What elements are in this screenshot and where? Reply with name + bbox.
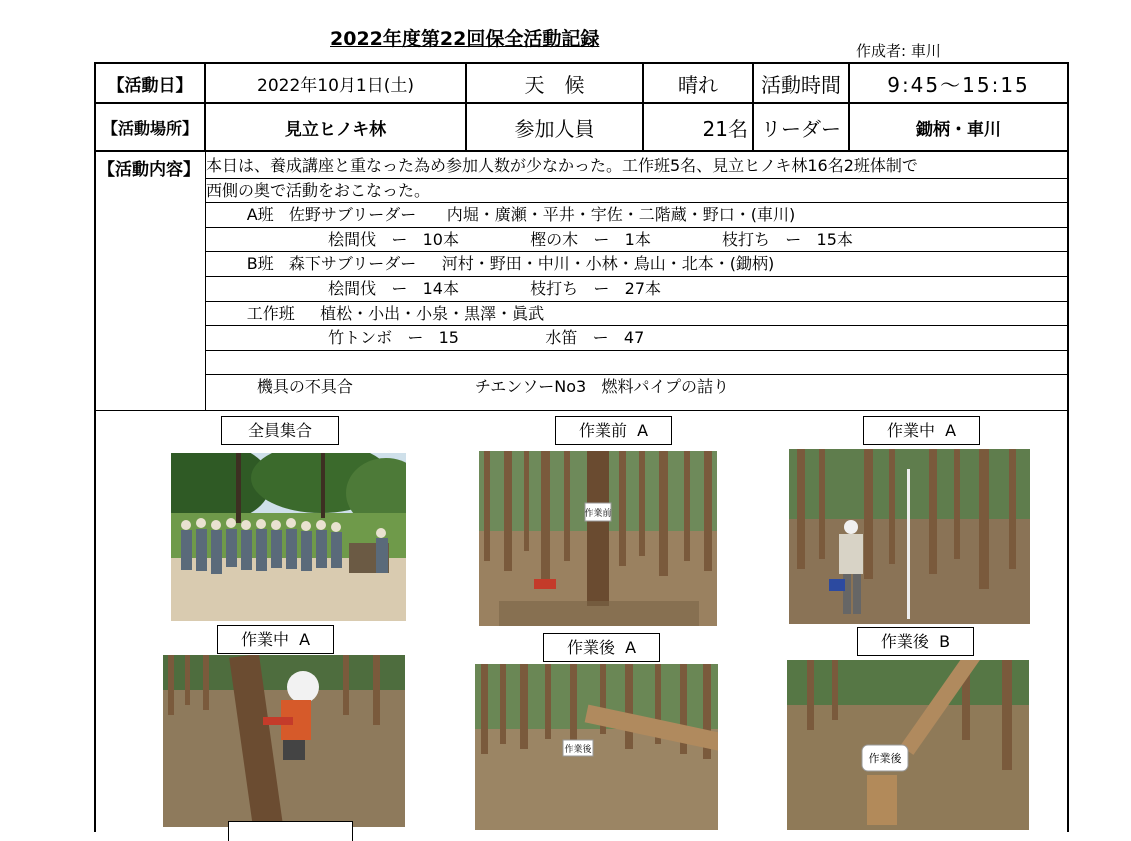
after-a-sign-text: 作業後 [564,745,592,755]
activity-line-7: 工作班 植松・小出・小泉・黒澤・眞武 [206,302,1067,327]
label-participants: 参加人員 [467,104,644,150]
activity-line-10: 機具の不具合 チエンソーNo3 燃料パイプの詰り [206,377,729,397]
weather-value: 晴れ [644,64,754,102]
worker-measuring-photo [789,449,1030,624]
photo-caption-5: 作業後 A [543,633,660,662]
photo-caption-1: 全員集合 [221,416,339,445]
photo-section [96,410,1067,835]
photo-caption-2: 作業前 A [555,416,672,445]
document-title: 2022年度第22回保全活動記録 [330,28,600,50]
worker-sawing-photo [163,655,405,827]
author-line: 作成者: 車川 [856,42,941,60]
label-place: 【活動場所】 [96,104,206,150]
group-photo [171,453,406,621]
next-photo-caption [228,821,353,841]
header-row-place [96,104,1067,152]
after-b-sign-text: 作業後 [868,752,902,765]
forest-after-b-photo [787,660,1029,830]
label-leader: リーダー [754,104,850,150]
before-sign-text: 作業前 [584,509,612,519]
label-activity: 【活動内容】 [96,152,206,410]
participant-count: 21名 [644,104,754,150]
activity-line-4: 桧間伐 ー 10本 樫の木 ー 1本 枝打ち ー 15本 [206,228,1067,253]
activity-line-8: 竹トンボ ー 15 水笛 ー 47 [206,326,1067,351]
forest-before-photo [479,451,717,626]
label-weather: 天 候 [467,64,644,102]
header-row-date [96,64,1067,104]
activity-line-9 [206,351,1067,376]
activity-date: 2022年10月1日(土) [206,64,467,102]
activity-line-5: B班 森下サブリーダー 河村・野田・中川・小林・鳥山・北本・(鋤柄) [206,252,1067,277]
photo-caption-6: 作業後 B [857,627,974,656]
forest-after-a-photo [475,664,718,830]
photo-caption-4: 作業中 A [217,625,334,654]
label-date: 【活動日】 [96,64,206,102]
label-time: 活動時間 [754,64,850,102]
activity-line-6: 桧間伐 ー 14本 枝打ち ー 27本 [206,277,1067,302]
leader-names: 鋤柄・車川 [916,119,1001,140]
activity-time: 9:45〜15:15 [887,72,1030,97]
activity-line-3: A班 佐野サブリーダー 内堀・廣瀬・平井・宇佐・二階蔵・野口・(車川) [206,203,1067,228]
activity-place: 見立ヒノキ林 [206,104,467,150]
photo-caption-3: 作業中 A [863,416,980,445]
activity-line-1: 本日は、養成講座と重なった為め参加人数が少なかった。工作班5名、見立ヒノキ林16名2班体制で [206,154,1067,179]
activity-line-2: 西側の奥で活動をおこなった。 [206,179,1067,204]
record-sheet [94,62,1069,832]
